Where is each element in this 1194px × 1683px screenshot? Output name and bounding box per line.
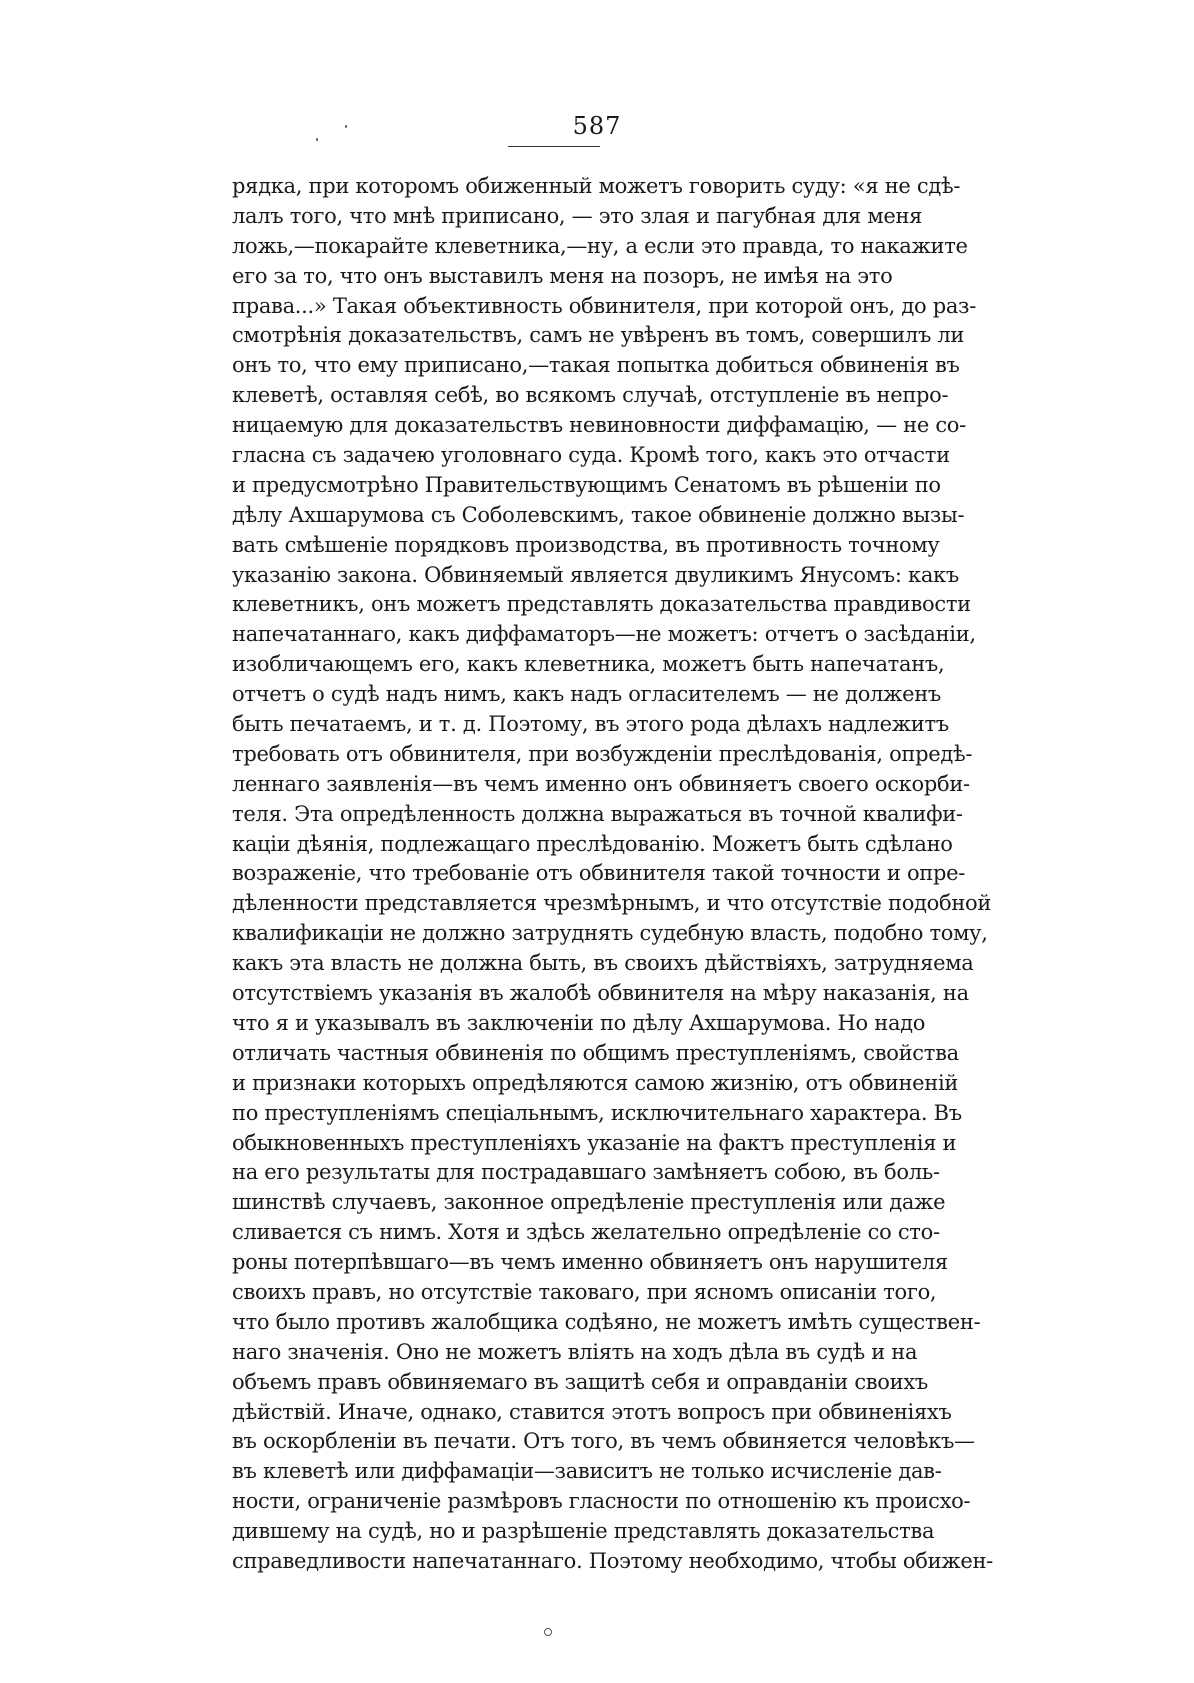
text-line: шинствѣ случаевъ, законное опредѣленіе преступленія или даже <box>232 1190 946 1215</box>
header-rule <box>508 146 600 147</box>
text-line: изобличающемъ его, какъ клеветника, можетъ быть напечатанъ, <box>232 652 945 677</box>
text-line: смотрѣнія доказательствъ, самъ не увѣренъ въ томъ, совершилъ ли <box>232 323 965 348</box>
text-line: теля. Эта опредѣленность должна выражаться въ точной квалифи- <box>232 801 963 826</box>
text-line: указанію закона. Обвиняемый является двуликимъ Янусомъ: какъ <box>232 562 959 587</box>
text-line: гласна съ задачею уголовнаго суда. Кромѣ того, какъ это отчасти <box>232 443 950 468</box>
text-line: по преступленіямъ спеціальнымъ, исключительнаго характера. Въ <box>232 1100 962 1125</box>
text-line: рядка, при которомъ обиженный можетъ говорить суду: «я не сдѣ- <box>232 174 961 198</box>
text-line: клеветѣ, оставляя себѣ, во всякомъ случаѣ, отступленіе въ непро- <box>232 383 949 408</box>
print-speck <box>345 125 347 128</box>
text-line: ности, ограниченіе размѣровъ гласности по отношенію къ происхо- <box>232 1489 971 1514</box>
text-line: своихъ правъ, но отсутствіе таковаго, при ясномъ описаніи того, <box>232 1279 937 1304</box>
text-line: объемъ правъ обвиняемаго въ защитѣ себя и оправданіи своихъ <box>232 1369 928 1394</box>
text-line: дившему на судѣ, но и разрѣшеніе представлять доказательства <box>232 1519 935 1544</box>
body-text <box>232 172 993 1577</box>
text-line: обыкновенныхъ преступленіяхъ указаніе на фактъ преступленія и <box>232 1130 957 1155</box>
text-line: квалификаціи не должно затруднять судебную власть, подобно тому, <box>232 921 988 946</box>
text-line: онъ то, что ему приписано,—такая попытка добиться обвиненія въ <box>232 353 960 378</box>
text-line: возраженіе, что требованіе отъ обвинителя такой точности и опре- <box>232 861 966 886</box>
text-line: въ оскорбленіи въ печати. Отъ того, въ чемъ обвиняется человѣкъ— <box>232 1429 975 1454</box>
text-line: въ клеветѣ или диффамаціи—зависитъ не только исчисленіе дав- <box>232 1459 942 1484</box>
text-line: его за то, что онъ выставилъ меня на позоръ, не имѣя на это <box>232 263 893 288</box>
text-line: отсутствіемъ указанія въ жалобѣ обвинителя на мѣру наказанія, на <box>232 981 969 1006</box>
text-line: дѣлу Ахшарумова съ Соболевскимъ, такое обвиненіе должно вызы- <box>232 502 965 527</box>
text-line: какъ эта власть не должна быть, въ своихъ дѣйствіяхъ, затрудняема <box>232 951 974 976</box>
text-line: и признаки которыхъ опредѣляются самою жизнію, отъ обвиненій <box>232 1070 959 1095</box>
text-line: отчетъ о судѣ надъ нимъ, какъ надъ огласителемъ — не долженъ <box>232 682 941 707</box>
text-line: права...» Такая объективность обвинителя, при которой онъ, до раз- <box>232 293 977 318</box>
text-line: на его результаты для пострадавшаго замѣняетъ собою, въ боль- <box>232 1160 940 1185</box>
text-line: каціи дѣянія, подлежащаго преслѣдованію. Можетъ быть сдѣлано <box>232 831 953 856</box>
text-line: наго значенія. Оно не можетъ вліять на ходъ дѣла въ судѣ и на <box>232 1339 918 1364</box>
text-line: дѣйствій. Иначе, однако, ставится этотъ вопросъ при обвиненіяхъ <box>232 1399 952 1424</box>
footer-mark <box>544 1628 552 1636</box>
text-line: ницаемую для доказательствъ невиновности диффамацію, — не со- <box>232 413 966 438</box>
text-line: клеветникъ, онъ можетъ представлять доказательства правдивости <box>232 592 971 617</box>
text-line: дѣленности представляется чрезмѣрнымъ, и что отсутствіе подобной <box>232 891 992 916</box>
print-speck <box>316 138 318 141</box>
text-line: отличать частныя обвиненія по общимъ преступленіямъ, свойства <box>232 1040 959 1065</box>
text-line: ложь,—покарайте клеветника,—ну, а если это правда, то накажите <box>232 233 968 258</box>
text-line: быть печатаемъ, и т. д. Поэтому, въ этого рода дѣлахъ надлежитъ <box>232 712 949 737</box>
text-line: лалъ того, что мнѣ приписано, — это злая и пагубная для меня <box>232 203 923 228</box>
text-line: роны потерпѣвшаго—въ чемъ именно обвиняетъ онъ нарушителя <box>232 1250 948 1275</box>
text-line: и предусмотрѣно Правительствующимъ Сенатомъ въ рѣшеніи по <box>232 472 941 497</box>
text-line: что было противъ жалобщика содѣяно, не можетъ имѣть существен- <box>232 1309 981 1334</box>
text-line: напечатаннаго, какъ диффаматоръ—не можетъ: отчетъ о засѣданіи, <box>232 622 976 647</box>
text-line: вать смѣшеніе порядковъ производства, въ противность точному <box>232 532 940 557</box>
text-line: требовать отъ обвинителя, при возбужденіи преслѣдованія, опредѣ- <box>232 741 973 766</box>
text-line: сливается съ нимъ. Хотя и здѣсь желательно опредѣленіе со сто- <box>232 1220 940 1245</box>
page-number: 587 <box>572 112 622 140</box>
text-line: справедливости напечатаннаго. Поэтому необходимо, чтобы обижен- <box>232 1548 993 1573</box>
text-line: леннаго заявленія—въ чемъ именно онъ обвиняетъ своего оскорби- <box>232 771 970 796</box>
text-line: что я и указывалъ въ заключеніи по дѣлу Ахшарумова. Но надо <box>232 1010 926 1035</box>
